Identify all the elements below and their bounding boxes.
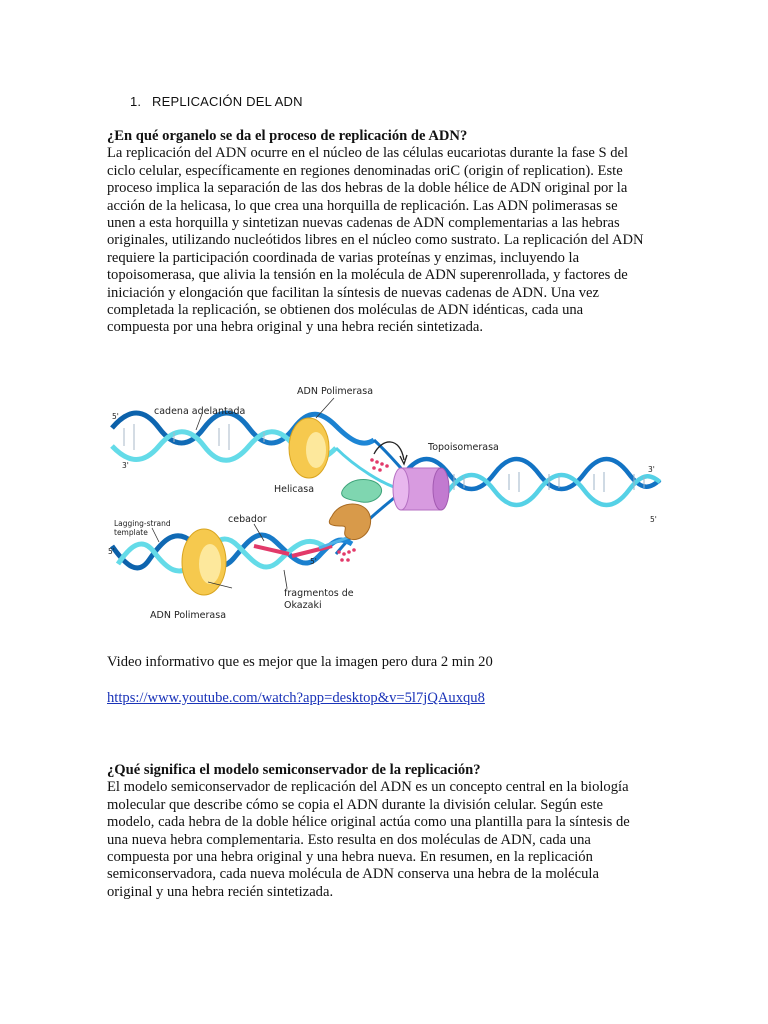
label-polymerase-bottom: ADN Polimerasa	[150, 610, 227, 621]
question-1-block	[107, 128, 647, 337]
answer-line: una nueva hebra complementaria. Esto resulta en dos moléculas de ADN, cada una	[107, 831, 591, 848]
question-2-title: ¿Qué significa el modelo semiconservador de la replicación?	[107, 762, 481, 778]
label-leading-strand: cadena adelantada	[154, 406, 246, 417]
answer-line: acción de la helicasa, lo que crea una horquilla de replicación. Las ADN polimerasas se	[107, 197, 618, 214]
answer-line: semiconservadora, cada nueva molécula de ADN conserva una hebra de la molécula	[107, 866, 599, 883]
label-lagging-2: template	[114, 528, 148, 537]
dna-replication-figure	[104, 376, 666, 626]
label-3prime-a: 3'	[122, 461, 129, 470]
question-2-block	[107, 762, 647, 901]
section-heading	[130, 94, 303, 109]
video-link[interactable]: https://www.youtube.com/watch?app=desktop&v=5l7jQAuxqu8	[107, 690, 485, 706]
section-number: 1.	[130, 94, 142, 109]
label-helicase: Helicasa	[274, 484, 315, 495]
leading-strand-helix	[112, 413, 374, 460]
helicase-shape	[342, 480, 382, 503]
answer-line: ciclo celular, específicamente en regiones denominadas oriC (origin of replication). Este	[107, 162, 623, 179]
label-okazaki-1: fragmentos de	[284, 588, 354, 599]
label-5prime-d: 5'	[310, 557, 317, 566]
answer-line: modelo, cada hebra de la doble hélice original actúa como una plantilla para la síntesis de	[107, 814, 630, 831]
answer-line: proceso implica la separación de las dos hebras de la doble hélice de ADN original por la	[107, 180, 628, 197]
answer-line: completada la replicación, se obtienen dos moléculas de ADN idénticas, cada una	[107, 302, 584, 319]
label-3prime-b: 3'	[648, 465, 655, 474]
video-note: Video informativo que es mejor que la imagen pero dura 2 min 20	[107, 654, 493, 670]
answer-line: unen a esta horquilla y sintetizan nuevas cadenas de ADN complementarias a las hebras	[107, 215, 620, 232]
label-primer: cebador	[228, 514, 267, 525]
answer-line: original y una hebra recién sintetizada.	[107, 883, 334, 900]
question-2-answer	[107, 779, 647, 901]
answer-line: originales, utilizando nucleótidos libres en el núcleo como sustrato. La replicación del ADN	[107, 232, 644, 249]
label-5prime-b: 5'	[650, 515, 657, 524]
label-5prime-a: 5'	[112, 412, 119, 421]
label-okazaki-2: Okazaki	[284, 600, 322, 611]
answer-line: compuesta por una hebra original y una hebra recién sintetizada.	[107, 319, 484, 336]
answer-line: topoisomerasa, que alivia la tensión en la molécula de ADN superenrollada, y factores de	[107, 267, 628, 284]
answer-line: El modelo semiconservador de replicación del ADN es un concepto central en la biología	[107, 779, 629, 796]
topoisomerase-shape	[393, 468, 449, 510]
primase-shape	[329, 504, 370, 540]
label-topoisomerase: Topoisomerasa	[428, 442, 499, 453]
answer-line: molecular que describe cómo se copia el ADN durante la división celular. Según este	[107, 796, 604, 813]
answer-line: compuesta por una hebra original y una hebra nueva. En resumen, en la replicación	[107, 849, 593, 866]
question-1-answer	[107, 145, 647, 336]
label-5prime-c: 5'	[108, 547, 115, 556]
label-polymerase-top: ADN Polimerasa	[297, 386, 374, 397]
label-lagging-1: Lagging-strand	[114, 519, 171, 528]
section-title: REPLICACIÓN DEL ADN	[152, 94, 303, 109]
question-1-title: ¿En qué organelo se da el proceso de replicación de ADN?	[107, 128, 468, 144]
answer-line: La replicación del ADN ocurre en el núcleo de las células eucariotas durante la fase S del	[107, 145, 629, 162]
answer-line: requiere la participación coordinada de varias proteínas y enzimas, incluyendo la	[107, 249, 580, 266]
answer-line: iniciación y elongación que facilitan la síntesis de nuevas cadenas de ADN. Una vez	[107, 284, 599, 301]
polymerase-top-shape	[289, 418, 329, 478]
video-link-wrapper	[107, 690, 647, 707]
